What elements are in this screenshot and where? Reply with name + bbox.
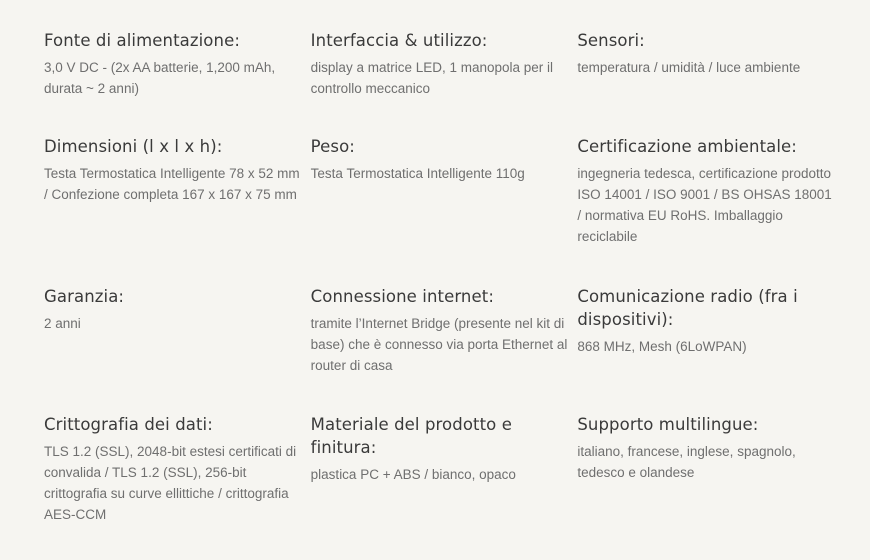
spec-power-source: [44, 29, 311, 99]
spec-radio-communication: [577, 285, 844, 357]
spec-value: display a matrice LED, 1 manopola per il controllo meccanico: [310, 60, 554, 96]
specs-grid: [44, 29, 844, 543]
spec-interface: [311, 29, 578, 99]
spec-sensors: [577, 29, 844, 78]
spec-value: 3,0 V DC - (2x AA batterie, 1,200 mAh, durata ~ 2 anni): [44, 60, 276, 96]
spec-weight: [311, 135, 578, 184]
spec-title: Certificazione ambientale:: [577, 137, 797, 156]
spec-title: Peso:: [310, 137, 355, 156]
spec-data-encryption: [44, 413, 311, 525]
spec-title: Garanzia:: [44, 287, 125, 306]
spec-value: Testa Termostatica Intelligente 110g: [310, 166, 525, 181]
spec-title: Connessione internet:: [310, 287, 494, 306]
spec-value: ingegneria tedesca, certificazione prodotto ISO 14001 / ISO 9001 / BS OHSAS 18001 / normativa EU RoHS. Imballaggio reciclabile: [577, 166, 832, 244]
spec-value: 868 MHz, Mesh (6LoWPAN): [577, 339, 747, 354]
spec-value: tramite l’Internet Bridge (presente nel kit di base) che è connesso via porta Ethernet al router di casa: [310, 316, 568, 373]
spec-title: Fonte di alimentazione:: [44, 31, 240, 50]
spec-value: temperatura / umidità / luce ambiente: [577, 60, 801, 75]
spec-title: Dimensioni (l x l x h):: [44, 137, 223, 156]
specs-row: [44, 413, 844, 543]
spec-value: 2 anni: [44, 316, 81, 331]
spec-title: Materiale del prodotto e finitura:: [310, 415, 512, 457]
spec-value: Testa Termostatica Intelligente 78 x 52 mm / Confezione completa 167 x 167 x 75 mm: [44, 166, 300, 202]
spec-value: TLS 1.2 (SSL), 2048-bit estesi certificati di convalida / TLS 1.2 (SSL), 256-bit crittografia su curve ellittiche / crittografia AES-CCM: [44, 444, 297, 522]
spec-value: italiano, francese, inglese, spagnolo, tedesco e olandese: [577, 444, 796, 480]
spec-title: Comunicazione radio (fra i dispositivi):: [577, 287, 798, 329]
spec-title: Sensori:: [577, 31, 645, 50]
specs-row: [44, 285, 844, 413]
spec-dimensions: [44, 135, 311, 205]
spec-internet-connection: [311, 285, 578, 376]
spec-title: Interfaccia & utilizzo:: [310, 31, 488, 50]
spec-title: Crittografia dei dati:: [44, 415, 213, 434]
spec-multilanguage-support: [577, 413, 844, 483]
spec-material-finish: [311, 413, 578, 485]
spec-value: plastica PC + ABS / bianco, opaco: [310, 467, 516, 482]
spec-environmental-certification: [577, 135, 844, 247]
specs-row: [44, 29, 844, 135]
specs-row: [44, 135, 844, 285]
spec-warranty: [44, 285, 311, 334]
spec-title: Supporto multilingue:: [577, 415, 759, 434]
